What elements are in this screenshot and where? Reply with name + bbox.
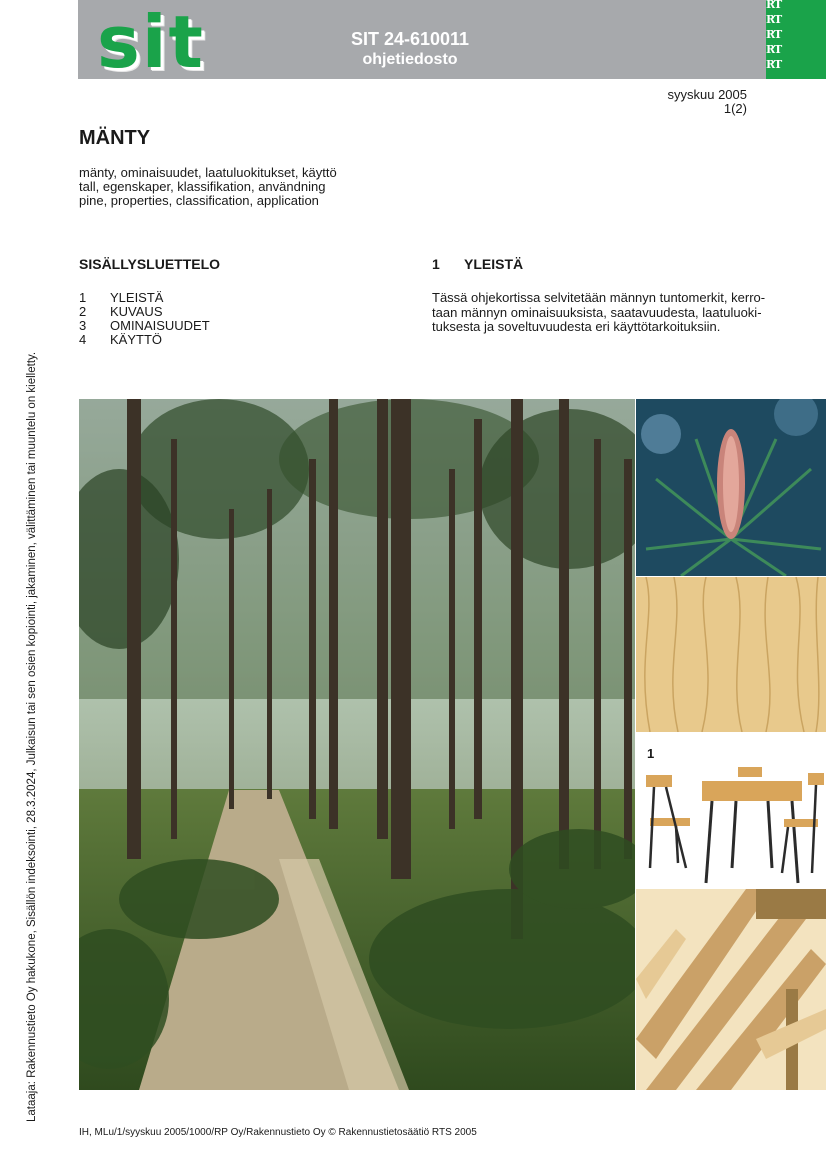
toc-item-label: OMINAISUUDET bbox=[110, 318, 210, 333]
pine-forest-photo bbox=[79, 399, 635, 1090]
rt-mark-row: RT bbox=[766, 0, 782, 11]
pine-shoot-photo bbox=[636, 399, 826, 576]
sit-logo: sit bbox=[97, 0, 205, 84]
document-date: syyskuu 2005 bbox=[667, 87, 747, 102]
toc-item-number: 2 bbox=[79, 304, 87, 319]
section-number: 1 bbox=[432, 256, 440, 272]
footer-imprint: IH, MLu/1/syyskuu 2005/1000/RP Oy/Rakennustieto Oy © Rakennustietosäätiö RTS 2005 bbox=[79, 1127, 477, 1138]
toc-item-label: KÄYTTÖ bbox=[110, 332, 163, 347]
page-number: 1(2) bbox=[723, 101, 747, 116]
section-title: YLEISTÄ bbox=[464, 256, 524, 272]
rt-mark-row: RT bbox=[766, 13, 782, 26]
intro-line: tuksesta ja soveltuvuudesta eri käyttötarkoituksiin. bbox=[432, 319, 721, 334]
toc-item-number: 1 bbox=[79, 290, 87, 305]
toc-heading: SISÄLLYSLUETTELO bbox=[79, 256, 221, 272]
keywords-english: pine, properties, classification, application bbox=[79, 193, 319, 208]
intro-line: Tässä ohjekortissa selvitetään männyn tuntomerkit, kerro- bbox=[432, 290, 766, 305]
toc-item-number: 4 bbox=[79, 332, 87, 347]
page-title: MÄNTY bbox=[79, 127, 151, 149]
section-intro bbox=[432, 290, 766, 335]
furniture-image-label: 1 bbox=[647, 746, 655, 761]
toc-item-label: KUVAUS bbox=[110, 304, 163, 319]
rt-mark-row: RT bbox=[766, 58, 782, 71]
rt-mark-row: RT bbox=[766, 43, 782, 56]
copyright-side-note: Lataaja: Rakennustieto Oy hakukone, Sisällön indeksointi, 28.3.2024, Julkaisun tai sen osien kopiointi, jakaminen, välittäminen tai muuntelu on kielletty. bbox=[26, 351, 38, 1122]
keywords-swedish: tall, egenskaper, klassifikation, användning bbox=[79, 179, 326, 194]
toc-item-number: 3 bbox=[79, 318, 87, 333]
document-code: SIT 24-610011 bbox=[350, 29, 470, 49]
keywords-finnish: mänty, ominaisuudet, laatuluokitukset, käyttö bbox=[79, 165, 337, 180]
rt-mark-row: RT bbox=[766, 28, 782, 41]
pine-wood-grain-photo bbox=[636, 577, 826, 732]
timber-structure-photo bbox=[636, 889, 826, 1090]
document-type: ohjetiedosto bbox=[362, 51, 458, 68]
intro-line: taan männyn ominaisuuksista, saatavuudesta, laatuluoki- bbox=[432, 304, 762, 320]
pine-furniture-photo bbox=[636, 733, 826, 888]
toc-item-label: YLEISTÄ bbox=[110, 290, 164, 305]
rt-corner-mark bbox=[766, 0, 826, 79]
